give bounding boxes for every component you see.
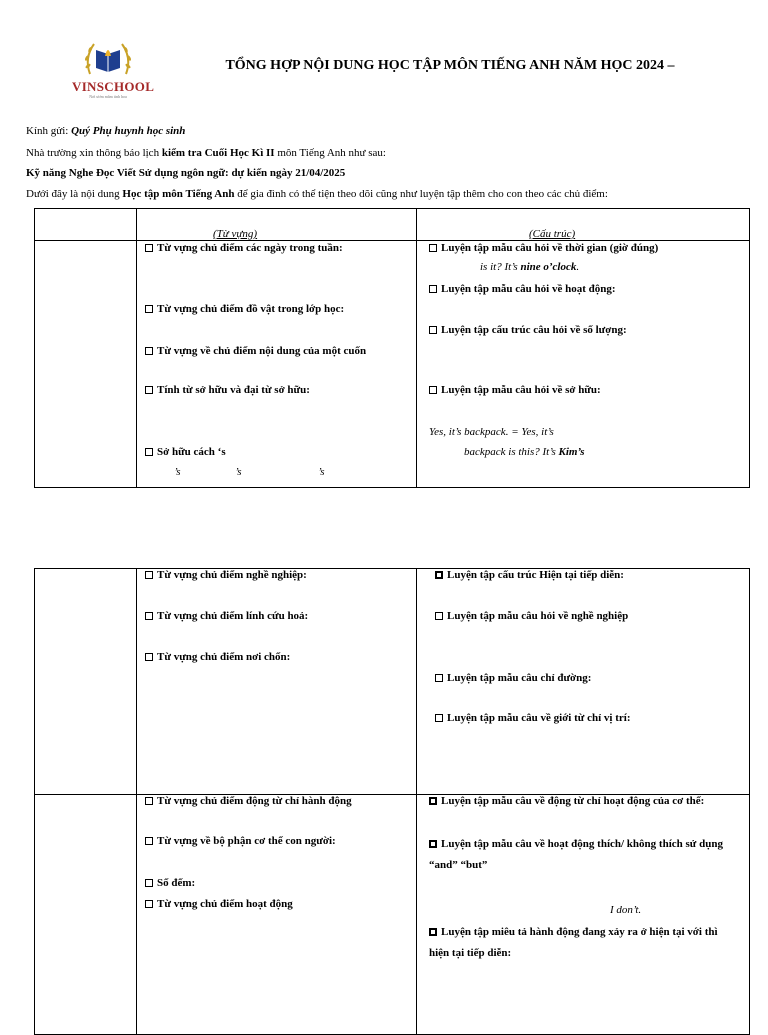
content-intro-a: Dưới đây là nội dung: [26, 188, 123, 200]
checkbox-icon: [429, 244, 437, 252]
vocab-item: Từ vựng chủ điểm hoạt động: [145, 898, 293, 910]
possession-example-1: Yes, it’s backpack. = Yes, it’s: [429, 426, 554, 438]
possessive-mark: ’s: [235, 466, 242, 478]
checkbox-icon: [145, 653, 153, 661]
dislike-example: I don’t.: [610, 904, 642, 916]
table2-row1-struct-cell: [417, 569, 750, 795]
checkbox-icon: [145, 879, 153, 887]
table2-row1-unit-cell: [35, 569, 137, 795]
book-crest-icon: [72, 36, 144, 80]
greeting-name: Quý Phụ huynh học sinh: [71, 125, 186, 137]
checkbox-icon: [145, 837, 153, 845]
time-example: is it? It’s nine o’clock.: [480, 261, 580, 273]
checkbox-icon: [435, 674, 443, 682]
vocab-item: Từ vựng chủ điểm nơi chốn:: [145, 651, 290, 663]
table1-header-struct-cell: [417, 209, 750, 241]
struct-item: Luyện tập mẫu câu về động từ chỉ hoạt động của cơ thể:: [429, 795, 704, 807]
checkbox-icon: [429, 797, 437, 805]
vocab-item: Tính từ sở hữu và đại từ sở hữu:: [145, 384, 310, 396]
checkbox-icon: [435, 571, 443, 579]
table1-struct-cell: [417, 241, 750, 488]
struct-item: Luyện tập mẫu câu về giới từ chỉ vị trí:: [435, 712, 631, 724]
checkbox-icon: [145, 448, 153, 456]
struct-item: Luyện tập mẫu câu chỉ đường:: [435, 672, 591, 684]
header-vocab: (Từ vựng): [213, 228, 258, 240]
struct-item: Luyện tập mẫu câu hỏi về nghề nghiệp: [435, 610, 628, 622]
struct-item: Luyện tập mẫu câu hỏi về thời gian (giờ đúng): [429, 242, 658, 254]
vocab-item: Từ vựng chủ điểm lính cứu hoả:: [145, 610, 308, 622]
vocab-item: Từ vựng chủ điểm động từ chỉ hành động: [145, 795, 352, 807]
struct-item: Luyện tập mẫu câu hỏi về hoạt động:: [429, 283, 616, 295]
struct-item-continuation: hiện tại tiếp diễn:: [429, 947, 512, 959]
vocab-item: Từ vựng chủ điểm đồ vật trong lớp học:: [145, 303, 344, 315]
vocab-item: Từ vựng về bộ phận cơ thể con người:: [145, 835, 336, 847]
school-logo: [72, 36, 155, 104]
table2-row-1: [35, 569, 750, 795]
table2-row2-unit-cell: [35, 795, 137, 1035]
content-table-2: [34, 568, 750, 1035]
checkbox-icon: [145, 386, 153, 394]
table1-body-row: [35, 241, 750, 488]
vocab-item: Từ vựng về chủ điểm nội dung của một cuốn: [145, 345, 366, 357]
vocab-item: Từ vựng chủ điểm nghề nghiệp:: [145, 569, 307, 581]
content-intro-c: để gia đình có thể tiện theo dõi cũng như luyện tập thêm cho con theo các chủ điểm:: [234, 188, 608, 200]
checkbox-icon: [145, 244, 153, 252]
notice-text-c: môn Tiếng Anh như sau:: [274, 147, 386, 159]
table2-row2-vocab-cell: [137, 795, 417, 1035]
checkbox-icon: [429, 386, 437, 394]
greeting-line: [26, 125, 185, 138]
table1-header-row: [35, 209, 750, 241]
checkbox-icon: [435, 612, 443, 620]
checkbox-icon: [145, 305, 153, 313]
checkbox-icon: [435, 714, 443, 722]
checkbox-icon: [429, 840, 437, 848]
checkbox-icon: [145, 571, 153, 579]
table2-row1-vocab-cell: [137, 569, 417, 795]
greeting-prefix: Kính gửi:: [26, 125, 72, 137]
possessive-mark: ’s: [318, 466, 325, 478]
table1-header-unit-cell: [35, 209, 137, 241]
table2-row2-struct-cell: [417, 795, 750, 1035]
table1-header-vocab-cell: [137, 209, 417, 241]
struct-item-continuation: “and” “but”: [429, 859, 488, 871]
page-title: TỔNG HỢP NỘI DUNG HỌC TẬP MÔN TIẾNG ANH NĂM HỌC 2024 –: [225, 58, 675, 73]
table2-row-2: [35, 795, 750, 1035]
header-struct: (Cấu trúc): [529, 228, 576, 240]
vocab-item: Số đếm:: [145, 877, 195, 889]
content-intro-subject: Học tập môn Tiếng Anh: [122, 188, 235, 200]
struct-item: Luyện tập miêu tả hành động đang xảy ra ở hiện tại với thì: [429, 926, 718, 938]
possession-example-2: backpack is this? It’s Kim’s: [464, 446, 585, 458]
logo-tagline: Nơi ươm mầm tinh hoa: [89, 94, 127, 99]
notice-line: [26, 147, 386, 160]
content-table-1: [34, 208, 750, 488]
struct-item: Luyện tập mẫu câu về hoạt động thích/ không thích sử dụng: [429, 838, 723, 850]
checkbox-icon: [145, 612, 153, 620]
vocab-item: Sở hữu cách ‘s: [145, 446, 226, 458]
struct-item: Luyện tập mẫu câu hỏi về sở hữu:: [429, 384, 601, 396]
struct-item: Luyện tập cấu trúc Hiện tại tiếp diễn:: [435, 569, 624, 581]
logo-wordmark: VINSCHOOL: [72, 79, 155, 94]
table1-unit-cell: [35, 241, 137, 488]
checkbox-icon: [145, 347, 153, 355]
notice-text-a: Nhà trường xin thông báo lịch: [26, 147, 162, 159]
struct-item: Luyện tập cấu trúc câu hỏi về số lượng:: [429, 324, 627, 336]
checkbox-icon: [145, 900, 153, 908]
checkbox-icon: [145, 797, 153, 805]
checkbox-icon: [429, 326, 437, 334]
possessive-mark: ’s: [174, 466, 181, 478]
checkbox-icon: [429, 285, 437, 293]
notice-exam-name: kiểm tra Cuối Học Kì II: [161, 147, 275, 159]
vocab-item: Từ vựng chủ điểm các ngày trong tuần:: [145, 242, 343, 254]
skills-line: Kỹ năng Nghe Đọc Viết Sử dụng ngôn ngữ: dự kiến ngày 21/04/2025: [26, 167, 346, 179]
table1-vocab-cell: [137, 241, 417, 488]
content-intro-line: [26, 188, 608, 201]
checkbox-icon: [429, 928, 437, 936]
